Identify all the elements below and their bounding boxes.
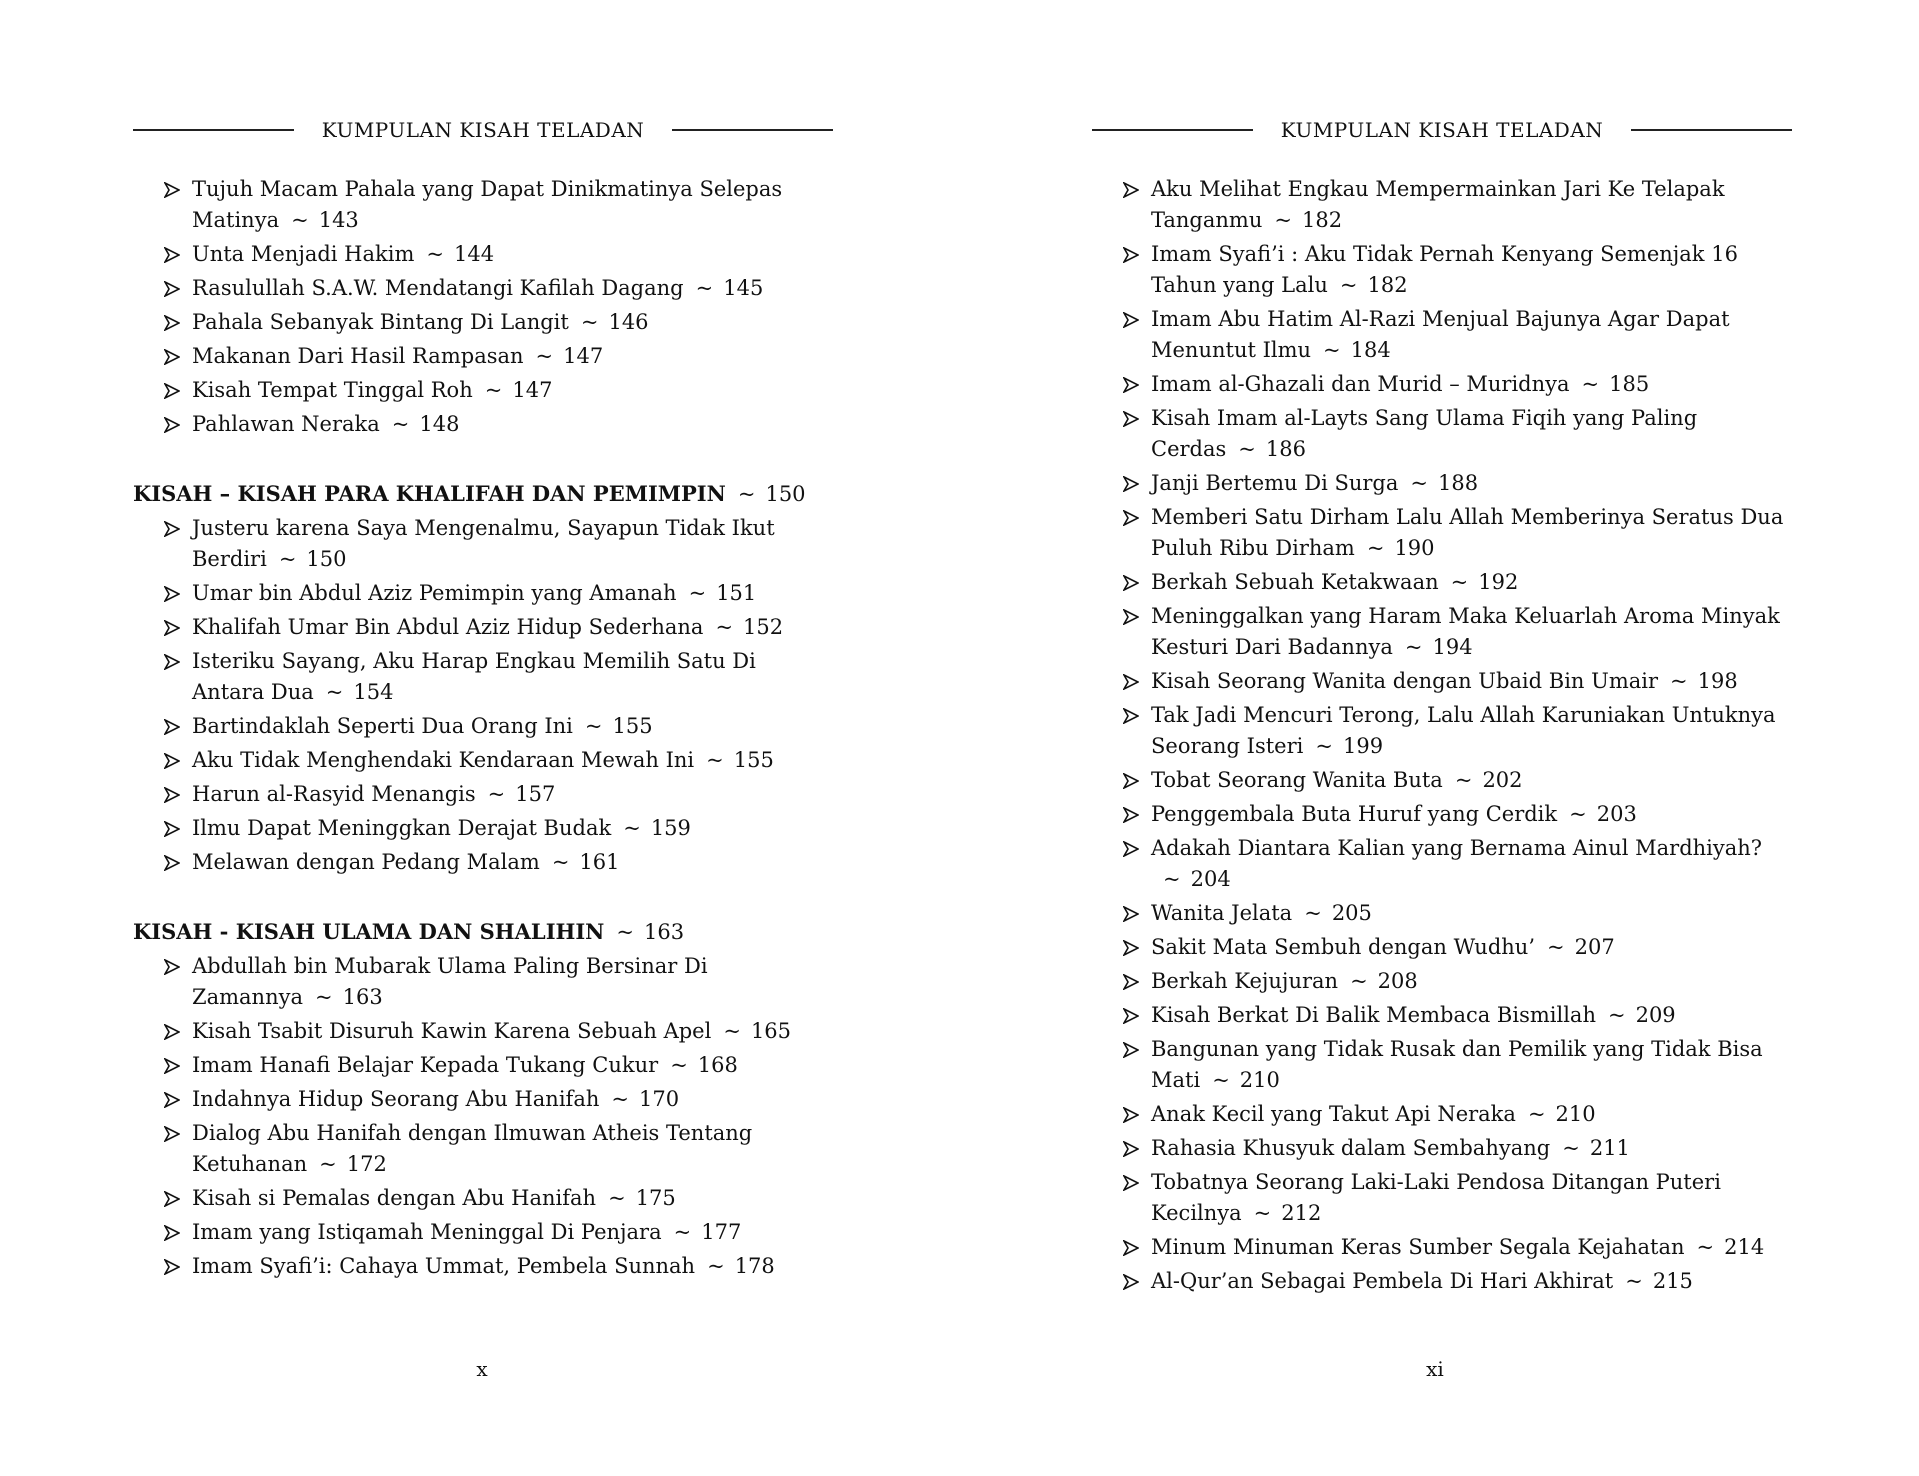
entry-title: Kisah Tsabit Disuruh Kawin Karena Sebuah Apel (192, 1019, 712, 1043)
entry-title: Tak Jadi Mencuri Terong, Lalu Allah Karuniakan Untuknya Seorang Isteri (1151, 703, 1776, 758)
arrowhead-bullet-icon (1121, 700, 1141, 731)
entry-title: Harun al-Rasyid Menangis (192, 782, 476, 806)
entry-title: Pahlawan Neraka (192, 412, 380, 436)
toc-entry (133, 1084, 833, 1115)
entry-title: Unta Menjadi Hakim (192, 242, 415, 266)
page-number: x (476, 1357, 488, 1381)
toc-entry (1092, 304, 1792, 366)
entry-page-number: 202 (1482, 768, 1523, 792)
tilde-separator: ~ (1253, 1201, 1272, 1225)
entry-page-number: 198 (1697, 669, 1738, 693)
arrowhead-bullet-icon (162, 1084, 182, 1115)
section-heading-khalifah (133, 443, 833, 513)
tilde-separator: ~ (1350, 969, 1368, 993)
entry-title: Melawan dengan Pedang Malam (192, 850, 540, 874)
entry-title: Tobatnya Seorang Laki-Laki Pendosa Ditangan Puteri Kecilnya (1151, 1170, 1721, 1225)
tilde-separator: ~ (278, 547, 297, 571)
entry-page-number: 148 (419, 412, 460, 436)
arrowhead-bullet-icon (1121, 403, 1141, 434)
entry-page-number: 190 (1394, 536, 1435, 560)
tilde-separator: ~ (1607, 1003, 1626, 1027)
section-heading-text: KISAH - KISAH ULAMA DAN SHALIHIN (133, 919, 605, 944)
tilde-separator: ~ (319, 1152, 337, 1176)
entry-page-number: 177 (701, 1220, 742, 1244)
tilde-separator: ~ (291, 208, 309, 232)
section-page-number: 150 (765, 482, 806, 506)
entry-title: Minum Minuman Keras Sumber Segala Kejahatan (1151, 1235, 1685, 1259)
toc-entry (1092, 468, 1792, 499)
toc-content (1092, 174, 1792, 1300)
tilde-separator: ~ (616, 920, 634, 944)
arrowhead-bullet-icon (162, 779, 182, 810)
toc-entry (1092, 666, 1792, 697)
entry-title: Imam Syafi’i : Aku Tidak Pernah Kenyang Semenjak 16 Tahun yang Lalu (1151, 242, 1738, 297)
toc-entry (133, 409, 833, 440)
toc-entry (133, 1016, 833, 1047)
entry-title: Memberi Satu Dirham Lalu Allah Memberinya Seratus Dua Puluh Ribu Dirham (1151, 505, 1784, 560)
arrowhead-bullet-icon (162, 1016, 182, 1047)
running-header (1092, 116, 1792, 144)
tilde-separator: ~ (611, 1087, 629, 1111)
tilde-separator: ~ (1450, 570, 1469, 594)
entry-page-number: 172 (346, 1152, 387, 1176)
entry-title: Pahala Sebanyak Bintang Di Langit (192, 310, 569, 334)
toc-list (133, 513, 833, 878)
toc-entry (133, 1251, 833, 1282)
arrowhead-bullet-icon (1121, 369, 1141, 400)
arrowhead-bullet-icon (1121, 765, 1141, 796)
entry-title: Kisah Tempat Tinggal Roh (192, 378, 473, 402)
arrowhead-bullet-icon (1121, 468, 1141, 499)
entry-title: Aku Tidak Menghendaki Kendaraan Mewah Ini (192, 748, 695, 772)
toc-entry (1092, 1000, 1792, 1031)
entry-title: Bangunan yang Tidak Rusak dan Pemilik yang Tidak Bisa Mati (1151, 1037, 1763, 1092)
toc-entry (133, 1183, 833, 1214)
toc-entry (1092, 1034, 1792, 1096)
entry-page-number: 192 (1478, 570, 1519, 594)
arrowhead-bullet-icon (162, 813, 182, 844)
tilde-separator: ~ (723, 1019, 741, 1043)
toc-entry (1092, 1099, 1792, 1130)
header-title: KUMPULAN KISAH TELADAN (1280, 118, 1604, 142)
arrowhead-bullet-icon (162, 409, 182, 440)
toc-entry (133, 711, 833, 742)
toc-content (133, 174, 833, 1285)
tilde-separator: ~ (580, 310, 599, 334)
section-page-number: 163 (644, 920, 685, 944)
entry-page-number: 194 (1432, 635, 1473, 659)
entry-page-number: 150 (306, 547, 347, 571)
arrowhead-bullet-icon (1121, 1000, 1141, 1031)
arrowhead-bullet-icon (1121, 1133, 1141, 1164)
entry-page-number: 170 (638, 1087, 680, 1111)
entry-page-number: 186 (1265, 437, 1306, 461)
arrowhead-bullet-icon (1121, 1167, 1141, 1198)
entry-title: Al-Qur’an Sebagai Pembela Di Hari Akhirat (1151, 1269, 1614, 1293)
toc-entry (133, 307, 833, 338)
entry-title: Justeru karena Saya Mengenalmu, Sayapun Tidak Ikut Berdiri (192, 516, 775, 571)
tilde-separator: ~ (1315, 734, 1333, 758)
arrowhead-bullet-icon (162, 239, 182, 270)
arrowhead-bullet-icon (1121, 666, 1141, 697)
tilde-separator: ~ (391, 412, 410, 436)
entry-title: Isteriku Sayang, Aku Harap Engkau Memilih Satu Di Antara Dua (192, 649, 756, 704)
entry-page-number: 210 (1555, 1102, 1596, 1126)
entry-page-number: 212 (1281, 1201, 1322, 1225)
tilde-separator: ~ (1274, 208, 1292, 232)
toc-entry (133, 847, 833, 878)
arrowhead-bullet-icon (1121, 502, 1141, 533)
tilde-separator: ~ (484, 378, 503, 402)
entry-page-number: 145 (723, 276, 764, 300)
tilde-separator: ~ (1238, 437, 1256, 461)
entry-page-number: 146 (608, 310, 649, 334)
entry-title: Ilmu Dapat Meninggkan Derajat Budak (192, 816, 612, 840)
entry-page-number: 165 (750, 1019, 792, 1043)
tilde-separator: ~ (623, 816, 641, 840)
toc-entry (1092, 239, 1792, 301)
arrowhead-bullet-icon (1121, 966, 1141, 997)
toc-entry (1092, 601, 1792, 663)
entry-page-number: 168 (697, 1053, 738, 1077)
toc-entry (1092, 174, 1792, 236)
entry-page-number: 155 (733, 748, 774, 772)
tilde-separator: ~ (707, 1254, 725, 1278)
toc-entry (133, 745, 833, 776)
header-title: KUMPULAN KISAH TELADAN (321, 118, 645, 142)
entry-title: Janji Bertemu Di Surga (1151, 471, 1399, 495)
entry-page-number: 159 (650, 816, 691, 840)
tilde-separator: ~ (673, 1220, 692, 1244)
entry-title: Rahasia Khusyuk dalam Sembahyang (1151, 1136, 1551, 1160)
toc-entry (1092, 799, 1792, 830)
entry-page-number: 204 (1190, 867, 1231, 891)
entry-title: Bartindaklah Seperti Dua Orang Ini (192, 714, 573, 738)
tilde-separator: ~ (325, 680, 344, 704)
entry-page-number: 210 (1239, 1068, 1280, 1092)
toc-entry (133, 1050, 833, 1081)
entry-page-number: 208 (1377, 969, 1418, 993)
arrowhead-bullet-icon (162, 646, 182, 677)
tilde-separator: ~ (1410, 471, 1428, 495)
toc-entry (1092, 403, 1792, 465)
arrowhead-bullet-icon (1121, 898, 1141, 929)
arrowhead-bullet-icon (162, 273, 182, 304)
right-page (960, 0, 1919, 1476)
entry-page-number: 163 (342, 985, 383, 1009)
entry-title: Kisah Imam al-Layts Sang Ulama Fiqih yang Paling Cerdas (1151, 406, 1698, 461)
toc-entry (1092, 700, 1792, 762)
entry-title: Anak Kecil yang Takut Api Neraka (1151, 1102, 1516, 1126)
tilde-separator: ~ (487, 782, 506, 806)
entry-title: Indahnya Hidup Seorang Abu Hanifah (192, 1087, 600, 1111)
arrowhead-bullet-icon (162, 341, 182, 372)
tilde-separator: ~ (1163, 867, 1181, 891)
tilde-separator: ~ (1527, 1102, 1546, 1126)
toc-entry (133, 646, 833, 708)
toc-entry (133, 239, 833, 270)
entry-title: Sakit Mata Sembuh dengan Wudhu’ (1151, 935, 1535, 959)
running-header (133, 116, 833, 144)
entry-page-number: 144 (453, 242, 495, 266)
toc-entry (1092, 966, 1792, 997)
entry-title: Tujuh Macam Pahala yang Dapat Dinikmatinya Selepas Matinya (192, 177, 783, 232)
arrowhead-bullet-icon (1121, 1034, 1141, 1065)
entry-title: Penggembala Buta Huruf yang Cerdik (1151, 802, 1558, 826)
entry-title: Adakah Diantara Kalian yang Bernama Ainul Mardhiyah? (1151, 836, 1763, 860)
entry-title: Khalifah Umar Bin Abdul Aziz Hidup Sederhana (192, 615, 704, 639)
toc-entry (1092, 932, 1792, 963)
tilde-separator: ~ (1304, 901, 1322, 925)
tilde-separator: ~ (551, 850, 570, 874)
toc-entry (1092, 765, 1792, 796)
toc-entry (133, 375, 833, 406)
entry-title: Aku Melihat Engkau Mempermainkan Jari Ke Telapak Tanganmu (1151, 177, 1725, 232)
toc-entry (1092, 833, 1792, 895)
toc-entry (133, 779, 833, 810)
tilde-separator: ~ (1339, 273, 1358, 297)
entry-page-number: 151 (716, 581, 757, 605)
arrowhead-bullet-icon (162, 1183, 182, 1214)
arrowhead-bullet-icon (1121, 1099, 1141, 1130)
entry-title: Abdullah bin Mubarak Ulama Paling Bersinar Di Zamannya (192, 954, 708, 1009)
arrowhead-bullet-icon (162, 745, 182, 776)
entry-title: Kisah si Pemalas dengan Abu Hanifah (192, 1186, 597, 1210)
entry-title: Dialog Abu Hanifah dengan Ilmuwan Atheis Tentang Ketuhanan (192, 1121, 753, 1176)
toc-list (133, 174, 833, 440)
entry-page-number: 188 (1438, 471, 1479, 495)
toc-entry (133, 951, 833, 1013)
tilde-separator: ~ (1366, 536, 1385, 560)
tilde-separator: ~ (314, 985, 333, 1009)
entry-title: Imam Hanafi Belajar Kepada Tukang Cukur (192, 1053, 659, 1077)
arrowhead-bullet-icon (162, 578, 182, 609)
arrowhead-bullet-icon (162, 513, 182, 544)
arrowhead-bullet-icon (1121, 601, 1141, 632)
arrowhead-bullet-icon (162, 612, 182, 643)
tilde-separator: ~ (1625, 1269, 1643, 1293)
entry-title: Rasulullah S.A.W. Mendatangi Kafilah Dagang (192, 276, 684, 300)
toc-entry (1092, 1167, 1792, 1229)
entry-page-number: 205 (1331, 901, 1372, 925)
section-heading-text: KISAH – KISAH PARA KHALIFAH DAN PEMIMPIN (133, 481, 726, 506)
toc-entry (1092, 1266, 1792, 1297)
tilde-separator: ~ (1569, 802, 1587, 826)
arrowhead-bullet-icon (162, 174, 182, 205)
toc-entry (133, 1118, 833, 1180)
entry-title: Berkah Sebuah Ketakwaan (1151, 570, 1439, 594)
entry-page-number: 161 (579, 850, 620, 874)
tilde-separator: ~ (426, 242, 444, 266)
tilde-separator: ~ (670, 1053, 688, 1077)
arrowhead-bullet-icon (1121, 932, 1141, 963)
entry-title: Imam yang Istiqamah Meninggal Di Penjara (192, 1220, 662, 1244)
toc-entry (133, 813, 833, 844)
tilde-separator: ~ (584, 714, 603, 738)
arrowhead-bullet-icon (162, 1251, 182, 1282)
arrowhead-bullet-icon (162, 1118, 182, 1149)
tilde-separator: ~ (1547, 935, 1565, 959)
entry-page-number: 214 (1724, 1235, 1765, 1259)
toc-entry (133, 513, 833, 575)
toc-entry (133, 578, 833, 609)
entry-page-number: 207 (1574, 935, 1615, 959)
entry-page-number: 182 (1301, 208, 1343, 232)
tilde-separator: ~ (688, 581, 707, 605)
toc-entry (1092, 567, 1792, 598)
entry-page-number: 209 (1635, 1003, 1676, 1027)
header-rule-left (1092, 129, 1253, 131)
entry-title: Berkah Kejujuran (1151, 969, 1339, 993)
entry-title: Imam Abu Hatim Al-Razi Menjual Bajunya Agar Dapat Menuntut Ilmu (1151, 307, 1730, 362)
toc-entry (1092, 1133, 1792, 1164)
toc-entry (133, 174, 833, 236)
toc-entry (1092, 898, 1792, 929)
entry-page-number: 184 (1350, 338, 1391, 362)
arrowhead-bullet-icon (1121, 833, 1141, 864)
arrowhead-bullet-icon (162, 951, 182, 982)
tilde-separator: ~ (1454, 768, 1473, 792)
entry-title: Umar bin Abdul Aziz Pemimpin yang Amanah (192, 581, 677, 605)
entry-page-number: 178 (734, 1254, 775, 1278)
tilde-separator: ~ (715, 615, 734, 639)
page-number: xi (1426, 1357, 1444, 1381)
entry-title: Meninggalkan yang Haram Maka Keluarlah Aroma Minyak Kesturi Dari Badannya (1151, 604, 1780, 659)
entry-title: Makanan Dari Hasil Rampasan (192, 344, 524, 368)
arrowhead-bullet-icon (1121, 799, 1141, 830)
toc-entry (133, 273, 833, 304)
toc-list (1092, 174, 1792, 1297)
tilde-separator: ~ (1323, 338, 1341, 362)
toc-list (133, 951, 833, 1282)
entry-page-number: 175 (635, 1186, 676, 1210)
entry-page-number: 154 (353, 680, 394, 704)
arrowhead-bullet-icon (162, 711, 182, 742)
entry-title: Imam Syafi’i: Cahaya Ummat, Pembela Sunnah (192, 1254, 696, 1278)
entry-page-number: 155 (612, 714, 653, 738)
toc-entry (1092, 1232, 1792, 1263)
arrowhead-bullet-icon (162, 847, 182, 878)
tilde-separator: ~ (1696, 1235, 1715, 1259)
entry-page-number: 147 (563, 344, 604, 368)
tilde-separator: ~ (1581, 372, 1600, 396)
arrowhead-bullet-icon (1121, 239, 1141, 270)
arrowhead-bullet-icon (1121, 567, 1141, 598)
entry-title: Kisah Seorang Wanita dengan Ubaid Bin Umair (1151, 669, 1659, 693)
toc-entry (133, 1217, 833, 1248)
entry-title: Wanita Jelata (1151, 901, 1293, 925)
arrowhead-bullet-icon (1121, 1232, 1141, 1263)
entry-title: Imam al-Ghazali dan Murid – Muridnya (1151, 372, 1570, 396)
entry-page-number: 211 (1589, 1136, 1630, 1160)
entry-title: Kisah Berkat Di Balik Membaca Bismillah (1151, 1003, 1596, 1027)
toc-entry (1092, 502, 1792, 564)
tilde-separator: ~ (535, 344, 554, 368)
arrowhead-bullet-icon (1121, 304, 1141, 335)
arrowhead-bullet-icon (1121, 174, 1141, 205)
tilde-separator: ~ (1670, 669, 1688, 693)
entry-page-number: 147 (512, 378, 553, 402)
entry-page-number: 215 (1652, 1269, 1693, 1293)
header-rule-right (672, 129, 833, 131)
entry-page-number: 157 (515, 782, 556, 806)
section-heading-ulama (133, 881, 833, 951)
toc-entry (133, 612, 833, 643)
entry-page-number: 203 (1596, 802, 1637, 826)
entry-page-number: 199 (1342, 734, 1384, 758)
arrowhead-bullet-icon (1121, 1266, 1141, 1297)
left-page (0, 0, 959, 1476)
tilde-separator: ~ (608, 1186, 626, 1210)
entry-page-number: 182 (1367, 273, 1408, 297)
tilde-separator: ~ (1212, 1068, 1230, 1092)
toc-entry (1092, 369, 1792, 400)
tilde-separator: ~ (1562, 1136, 1580, 1160)
tilde-separator: ~ (737, 482, 756, 506)
entry-page-number: 185 (1609, 372, 1650, 396)
arrowhead-bullet-icon (162, 307, 182, 338)
arrowhead-bullet-icon (162, 1050, 182, 1081)
toc-entry (133, 341, 833, 372)
entry-title: Tobat Seorang Wanita Buta (1151, 768, 1443, 792)
header-rule-left (133, 129, 294, 131)
tilde-separator: ~ (695, 276, 714, 300)
entry-page-number: 152 (743, 615, 784, 639)
entry-page-number: 143 (318, 208, 359, 232)
arrowhead-bullet-icon (162, 375, 182, 406)
header-rule-right (1631, 129, 1792, 131)
tilde-separator: ~ (1404, 635, 1423, 659)
tilde-separator: ~ (706, 748, 724, 772)
arrowhead-bullet-icon (162, 1217, 182, 1248)
